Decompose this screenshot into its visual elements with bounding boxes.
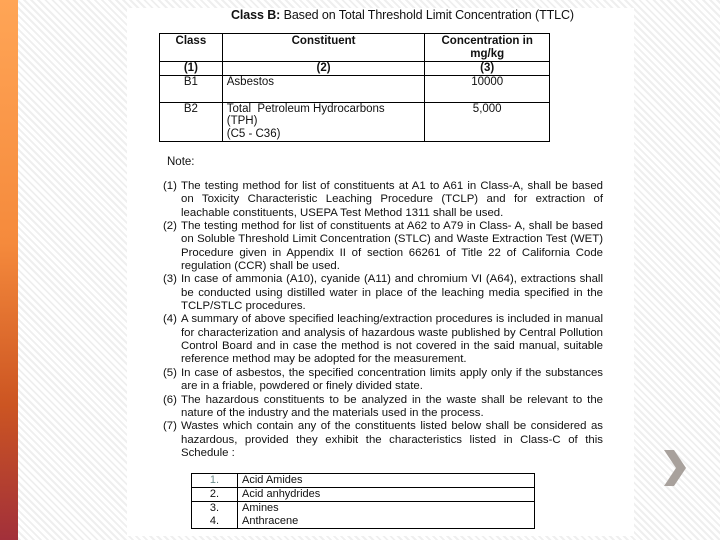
class-cell: B1 [160, 75, 223, 102]
list-index: 1. [192, 474, 238, 488]
section-title-rest: Based on Total Threshold Limit Concentration (TTLC) [280, 8, 574, 22]
constituent-text: (TPH) [226, 115, 258, 127]
list-row [192, 488, 535, 502]
accent-bar [0, 0, 18, 540]
list-name: Anthracene [238, 515, 535, 529]
constituent-list-table [191, 473, 535, 529]
table-row [160, 102, 550, 141]
list-name: Acid Amides [238, 474, 535, 488]
ttlc-table [159, 33, 550, 142]
note-text: The testing method for list of constituents at A62 to A79 in Class- A, shall be based on Soluble Threshold Limit Concentration (STLC) and Waste Extraction Test (WET) Procedure given in Appendix II of section 66261 of Title 22 of California Code regulation (CCR) shall be used. [181, 220, 603, 273]
constituent-text: Asbestos [226, 75, 275, 88]
notes-list [163, 180, 603, 460]
header-class: Class [160, 34, 223, 62]
table-header-row [160, 34, 550, 62]
list-name: Amines [238, 502, 535, 516]
section-title [149, 8, 656, 22]
note-text: The hazardous constituents to be analyzed in the waste shall be relevant to the nature of the industry and the materials used in the process. [181, 393, 603, 419]
list-row [192, 474, 535, 488]
note-item [163, 220, 603, 273]
note-text: In case of asbestos, the specified concentration limits apply only if the substances are in a friable, powdered or finely divided state. [181, 366, 603, 393]
note-text: In case of ammonia (A10), cyanide (A11) and chromium VI (A64), extractions shall be conducted using distilled water in place of the leaching media specified in the TCLP/STLC procedures. [181, 273, 603, 313]
constituent-text: Total Petroleum Hydrocarbons [226, 102, 385, 115]
list-row [192, 502, 535, 516]
class-cell: B2 [160, 102, 223, 141]
constituent-text: (C5 - C36) [226, 127, 281, 140]
note-label: Note: [167, 156, 195, 168]
section-title-bold: Class B: [230, 8, 281, 22]
list-name: Acid anhydrides [238, 488, 535, 502]
column-number: (3) [425, 62, 550, 76]
note-item [163, 313, 603, 366]
list-row [192, 515, 535, 529]
note-number: (6) [163, 393, 177, 406]
note-item [163, 394, 603, 421]
header-constituent: Constituent [222, 34, 425, 62]
next-slide-button[interactable] [664, 450, 686, 486]
note-number: (4) [163, 313, 177, 326]
note-text: Wastes which contain any of the constituents listed below shall be considered as hazardous, provided they exhibit the characteristics listed in Class-C of this Schedule : [181, 420, 603, 459]
note-number: (3) [163, 273, 177, 286]
column-number: (1) [160, 62, 223, 76]
note-item [163, 273, 603, 313]
note-number: (2) [163, 220, 177, 233]
list-index: 4. [192, 515, 238, 529]
constituent-cell [222, 75, 425, 102]
document-page [127, 8, 634, 536]
note-item [163, 180, 603, 220]
column-number-row [160, 62, 550, 76]
concentration-cell: 5,000 [425, 102, 550, 141]
column-number: (2) [222, 62, 425, 76]
chevron-right-icon [664, 450, 686, 486]
note-text: The testing method for list of constituents at A1 to A61 in Class-A, shall be based on Toxicity Characteristic Leaching Procedure (TCLP) and for extraction of leachable constituents, USEPA Test Method 1311 shall be used. [181, 180, 603, 219]
list-index: 3. [192, 502, 238, 516]
note-number: (7) [163, 420, 177, 433]
note-number: (5) [163, 366, 177, 379]
note-text: A summary of above specified leaching/extraction procedures is included in manual for characterization and analysis of hazardous waste published by Central Pollution Control Board and in case the method is not covered in the said manual, suitable reference method may be adopted for the measurement. [181, 313, 603, 366]
list-index: 2. [192, 488, 238, 502]
header-concentration: Concentration in mg/kg [425, 34, 550, 62]
note-item [163, 420, 603, 460]
concentration-cell: 10000 [425, 75, 550, 102]
note-item [163, 367, 603, 394]
note-number: (1) [163, 180, 177, 192]
table-row [160, 75, 550, 102]
constituent-cell [222, 102, 425, 141]
